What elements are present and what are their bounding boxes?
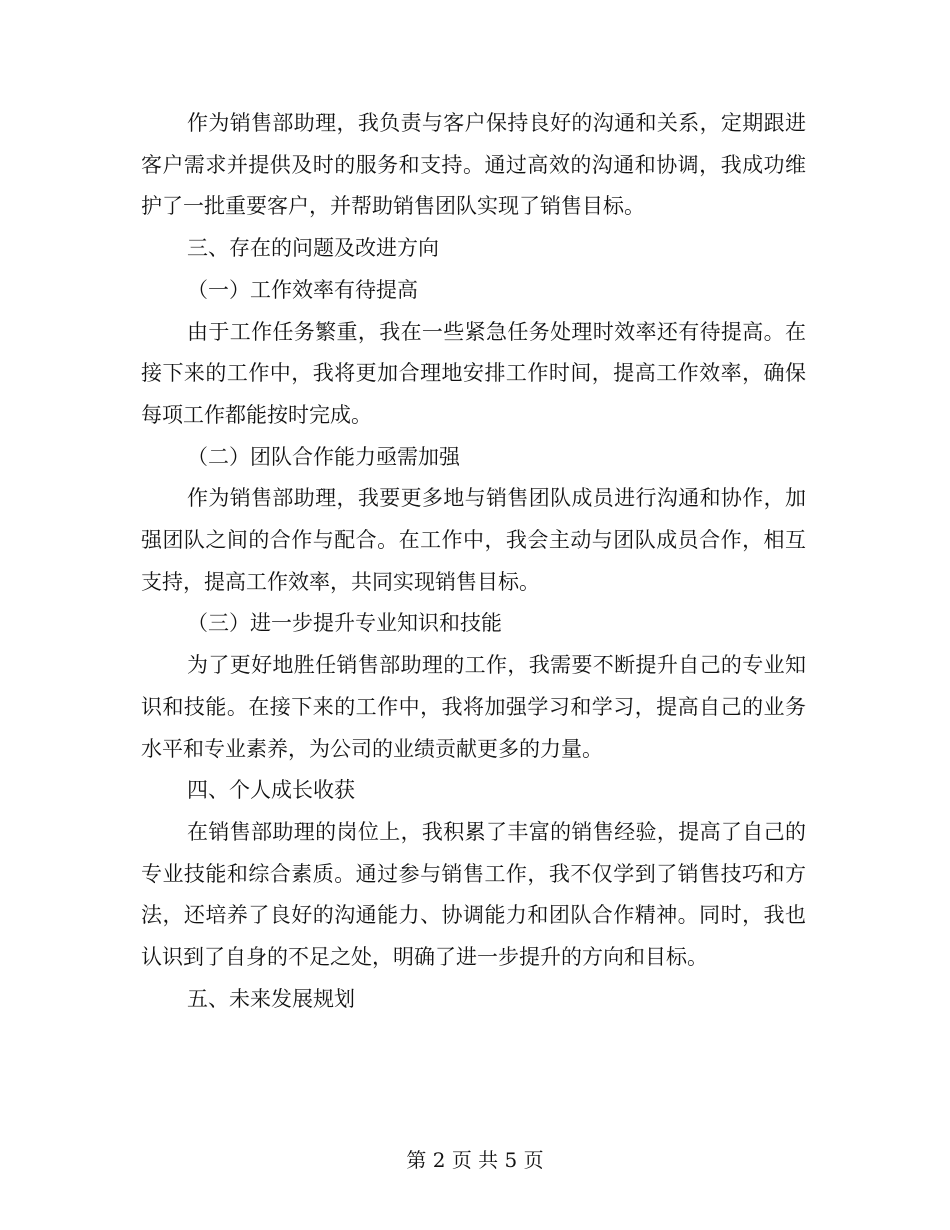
paragraph-skills: 为了更好地胜任销售部助理的工作，我需要不断提升自己的专业知识和技能。在接下来的工作中，我将加强学习和学习，提高自己的业务水平和专业素养，为公司的业绩贡献更多的力量。 <box>141 653 806 761</box>
paragraph-teamwork: 作为销售部助理，我要更多地与销售团队成员进行沟通和协作，加强团队之间的合作与配合。在工作中，我会主动与团队成员合作，相互支持，提高工作效率，共同实现销售目标。 <box>141 486 806 594</box>
paragraph-efficiency: 由于工作任务繁重，我在一些紧急任务处理时效率还有待提高。在接下来的工作中，我将更加合理地安排工作时间，提高工作效率，确保每项工作都能按时完成。 <box>141 319 806 427</box>
subheading-teamwork: （二）团队合作能力亟需加强 <box>187 444 460 469</box>
paragraph-growth: 在销售部助理的岗位上，我积累了丰富的销售经验，提高了自己的专业技能和综合素质。通过参与销售工作，我不仅学到了销售技巧和方法，还培养了良好的沟通能力、协调能力和团队合作精神。同时，我也认识到了自身的不足之处，明确了进一步提升的方向和目标。 <box>141 819 806 970</box>
section-heading-future: 五、未来发展规划 <box>187 986 355 1011</box>
section-heading-growth: 四、个人成长收获 <box>187 778 355 803</box>
paragraph-client-relations: 作为销售部助理，我负责与客户保持良好的沟通和关系，定期跟进客户需求并提供及时的服务和支持。通过高效的沟通和协调，我成功维护了一批重要客户，并帮助销售团队实现了销售目标。 <box>141 111 806 219</box>
section-heading-problems: 三、存在的问题及改进方向 <box>187 236 439 261</box>
subheading-efficiency: （一）工作效率有待提高 <box>187 277 418 302</box>
page-number-footer: 第 2 页 共 5 页 <box>406 1148 544 1172</box>
document-body <box>141 103 806 1020</box>
subheading-skills: （三）进一步提升专业知识和技能 <box>187 611 502 636</box>
